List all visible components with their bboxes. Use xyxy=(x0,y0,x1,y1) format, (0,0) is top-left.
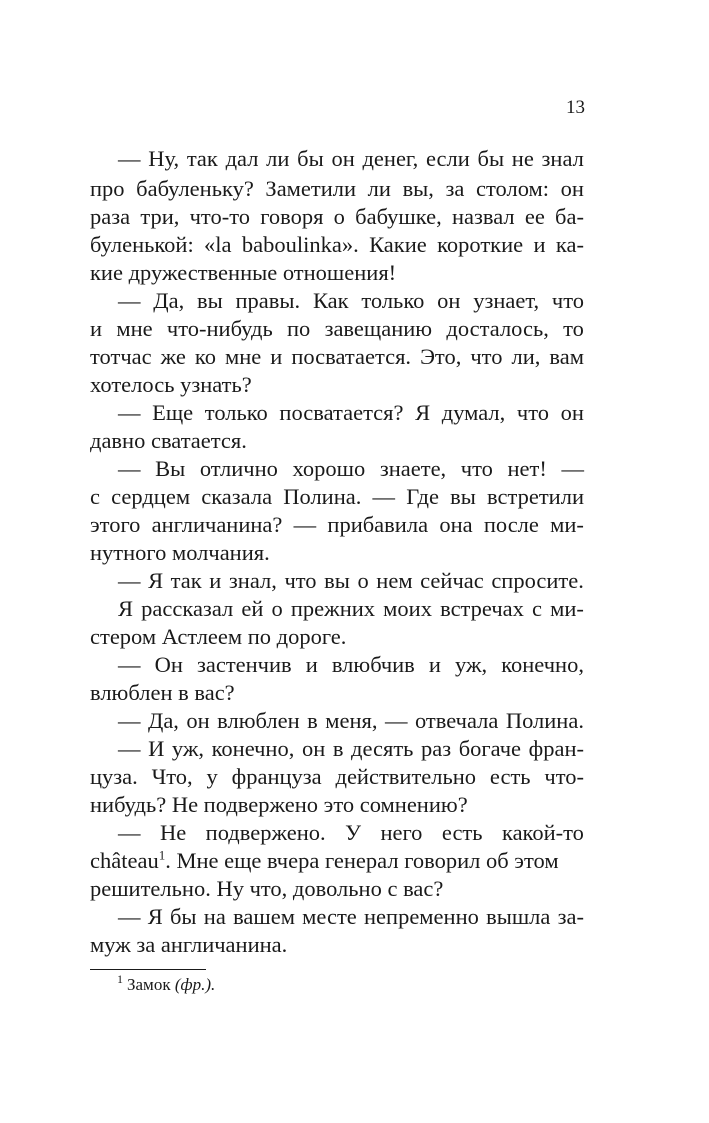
word: — xyxy=(372,484,396,509)
word: Я xyxy=(148,568,164,593)
word: этого xyxy=(90,512,141,537)
word: она xyxy=(439,512,473,537)
word: француза xyxy=(231,764,322,789)
word: есть xyxy=(489,764,531,789)
word: столом: xyxy=(476,176,550,201)
text-line xyxy=(90,847,584,875)
text-line: влюблен в вас? xyxy=(90,680,235,705)
text-line: решительно. Ну что, довольно с вас? xyxy=(90,876,444,901)
word: прибавила xyxy=(327,512,429,537)
word: знаете, xyxy=(379,456,447,481)
word: о xyxy=(357,568,369,593)
word: денег, xyxy=(362,146,419,171)
word: мне xyxy=(116,316,153,341)
text-line xyxy=(90,203,584,231)
word: хорошо xyxy=(292,456,366,481)
word: — xyxy=(118,288,141,313)
footnote-text: Замок xyxy=(127,975,171,994)
word: бы xyxy=(477,146,505,171)
word: Вы xyxy=(155,456,186,481)
text-line xyxy=(118,903,584,931)
word: ми- xyxy=(550,596,584,621)
word: Это, xyxy=(420,344,462,369)
word: — xyxy=(118,708,141,733)
word: Не xyxy=(159,820,187,845)
word: не xyxy=(511,146,534,171)
word: ли xyxy=(266,146,290,171)
word: влюблен xyxy=(217,708,300,733)
word: что xyxy=(470,344,503,369)
word: он xyxy=(186,708,210,733)
word: что- xyxy=(544,764,584,789)
word: и xyxy=(270,344,283,369)
word: отлично xyxy=(199,456,278,481)
word: фран- xyxy=(528,736,584,761)
word: посватается? xyxy=(279,400,404,425)
word: что xyxy=(516,400,549,425)
word: ли xyxy=(367,176,391,201)
word: что xyxy=(284,568,317,593)
text-line xyxy=(118,735,584,763)
word: Полина. xyxy=(283,484,362,509)
text-line xyxy=(90,343,584,371)
word: есть xyxy=(441,820,483,845)
word: бы xyxy=(297,146,324,171)
word: ли, xyxy=(511,344,541,369)
word: короткие xyxy=(437,232,524,257)
text-line xyxy=(118,651,584,679)
word: бабушке, xyxy=(355,204,442,229)
word: узнает, xyxy=(473,288,540,313)
text-line xyxy=(90,175,584,203)
word: буленькой: xyxy=(90,232,194,257)
word: что xyxy=(460,456,493,481)
footnote-note: (фр.). xyxy=(174,975,216,994)
word: Какие xyxy=(369,232,427,257)
word: уж, xyxy=(455,652,488,677)
word: моих xyxy=(383,596,432,621)
word: — xyxy=(118,568,141,593)
word: отвечала xyxy=(414,708,499,733)
foreign-word: château xyxy=(90,848,159,873)
text-line xyxy=(118,455,584,483)
word: Как xyxy=(312,288,349,313)
word: Он xyxy=(154,652,183,677)
word: после xyxy=(483,512,539,537)
word: вы xyxy=(324,568,350,593)
word: меня, xyxy=(325,708,378,733)
word: и xyxy=(305,652,318,677)
word: встречах xyxy=(440,596,524,621)
text-line xyxy=(90,315,584,343)
word: какой-то xyxy=(501,820,584,845)
word: вышла xyxy=(486,904,551,929)
word: знал, xyxy=(228,568,277,593)
footnote-divider xyxy=(90,969,206,970)
word: завещанию xyxy=(324,316,433,341)
word: Полина. xyxy=(505,708,584,733)
word: Я xyxy=(147,904,163,929)
page-number: 13 xyxy=(566,97,585,118)
word: что-нибудь xyxy=(166,316,273,341)
word: Да, xyxy=(153,288,185,313)
text-line-tail: . Мне еще вчера генерал говорил об этом xyxy=(165,848,559,873)
word: — xyxy=(561,456,584,481)
footnote-reference[interactable]: 1 xyxy=(158,847,166,863)
word: назвал xyxy=(451,204,515,229)
text-line xyxy=(118,399,584,427)
word: ба- xyxy=(555,204,584,229)
word: — xyxy=(118,400,141,425)
word: в xyxy=(307,708,318,733)
word: сердцем xyxy=(111,484,191,509)
word: Я xyxy=(118,596,134,621)
word: сказала xyxy=(201,484,273,509)
word: так xyxy=(170,568,202,593)
word: уж, xyxy=(171,736,205,761)
word: нет! xyxy=(507,456,547,481)
word: месте xyxy=(302,904,357,929)
footnote-number: 1 xyxy=(117,972,123,987)
word: ка- xyxy=(555,232,584,257)
word: раз xyxy=(421,736,452,761)
text-line xyxy=(118,287,584,315)
word: с xyxy=(90,484,100,509)
word: — xyxy=(118,652,141,677)
word: Что, xyxy=(151,764,193,789)
word: то xyxy=(563,316,584,341)
word: богаче xyxy=(458,736,522,761)
word: десять xyxy=(351,736,414,761)
word: вы, xyxy=(402,176,434,201)
word: бабуленьку? xyxy=(136,176,254,201)
word: тотчас xyxy=(90,344,152,369)
word: вашем xyxy=(233,904,295,929)
word: Ну, xyxy=(148,146,180,171)
word: только xyxy=(204,400,268,425)
word: — xyxy=(118,904,141,929)
word: встретили xyxy=(487,484,584,509)
text-line: нибудь? Не подвержено это сомнению? xyxy=(90,792,468,817)
word: знал xyxy=(541,146,584,171)
word: спросите. xyxy=(491,568,584,593)
word: у xyxy=(206,764,218,789)
word: нем xyxy=(376,568,413,593)
word: на xyxy=(203,904,226,929)
word: ее xyxy=(524,204,545,229)
word: — xyxy=(118,736,141,761)
word: за xyxy=(445,176,465,201)
word: посватается. xyxy=(291,344,412,369)
text-line xyxy=(118,145,584,173)
word: baboulinka». xyxy=(241,232,359,257)
text-line xyxy=(118,707,584,735)
word: ей xyxy=(241,596,264,621)
word: ми- xyxy=(550,512,584,537)
word: он xyxy=(301,736,326,761)
word: если xyxy=(425,146,470,171)
text-line: стером Астлеем по дороге. xyxy=(90,624,347,649)
word: Заметили xyxy=(265,176,357,201)
text-line xyxy=(90,763,584,791)
text-line: хотелось узнать? xyxy=(90,372,252,397)
word: подвержено. xyxy=(205,820,326,845)
word: дал xyxy=(225,146,259,171)
word: Я xyxy=(415,400,431,425)
word: — xyxy=(118,820,141,845)
text-line: кие дружественные отношения! xyxy=(90,260,397,285)
word: с xyxy=(532,596,543,621)
word: — xyxy=(384,708,408,733)
word: же xyxy=(160,344,186,369)
word: конечно, xyxy=(501,652,584,677)
word: прежних xyxy=(290,596,376,621)
word: про xyxy=(90,176,125,201)
word: Да, xyxy=(147,708,179,733)
word: так xyxy=(186,146,218,171)
word: он xyxy=(437,288,461,313)
word: цуза. xyxy=(90,764,138,789)
word: он xyxy=(331,146,355,171)
word: действительно xyxy=(335,764,477,789)
word: досталось, xyxy=(446,316,549,341)
word: сейчас xyxy=(420,568,484,593)
word: бы xyxy=(169,904,197,929)
word: Где xyxy=(406,484,439,509)
word: «la xyxy=(204,232,232,257)
footnote xyxy=(117,973,215,997)
text-line: давно сватается. xyxy=(90,428,247,453)
word: вы xyxy=(450,484,476,509)
word: вы xyxy=(197,288,223,313)
word: о xyxy=(271,596,283,621)
word: и xyxy=(428,652,441,677)
text-line xyxy=(90,511,584,539)
text-line xyxy=(90,483,584,511)
word: что-то xyxy=(189,204,250,229)
word: — xyxy=(293,512,317,537)
word: и xyxy=(533,232,546,257)
word: он xyxy=(560,400,584,425)
text-line: нутного молчания. xyxy=(90,540,270,565)
word: него xyxy=(380,820,423,845)
word: мне xyxy=(224,344,262,369)
word: и xyxy=(90,316,103,341)
word: о xyxy=(333,204,345,229)
word: в xyxy=(332,736,344,761)
word: по xyxy=(286,316,311,341)
word: — xyxy=(118,146,141,171)
word: У xyxy=(345,820,362,845)
word: Еще xyxy=(152,400,194,425)
word: и xyxy=(209,568,222,593)
word: И xyxy=(148,736,165,761)
word: англичанина? xyxy=(151,512,283,537)
text-line xyxy=(90,231,584,259)
word: только xyxy=(361,288,425,313)
word: что xyxy=(551,288,584,313)
text-line xyxy=(118,819,584,847)
word: говоря xyxy=(260,204,324,229)
word: застенчив xyxy=(196,652,292,677)
word: вам xyxy=(549,344,584,369)
text-line xyxy=(118,595,584,623)
word: правы. xyxy=(235,288,301,313)
word: он xyxy=(560,176,584,201)
word: влюбчив xyxy=(331,652,415,677)
word: — xyxy=(118,456,141,481)
word: думал, xyxy=(441,400,506,425)
word: конечно, xyxy=(211,736,295,761)
text-line: муж за англичанина. xyxy=(90,932,288,957)
word: непременно xyxy=(364,904,479,929)
word: ко xyxy=(194,344,216,369)
text-line xyxy=(118,567,584,595)
word: раза xyxy=(90,204,131,229)
word: рассказал xyxy=(141,596,234,621)
word: за- xyxy=(557,904,584,929)
word: три, xyxy=(140,204,180,229)
